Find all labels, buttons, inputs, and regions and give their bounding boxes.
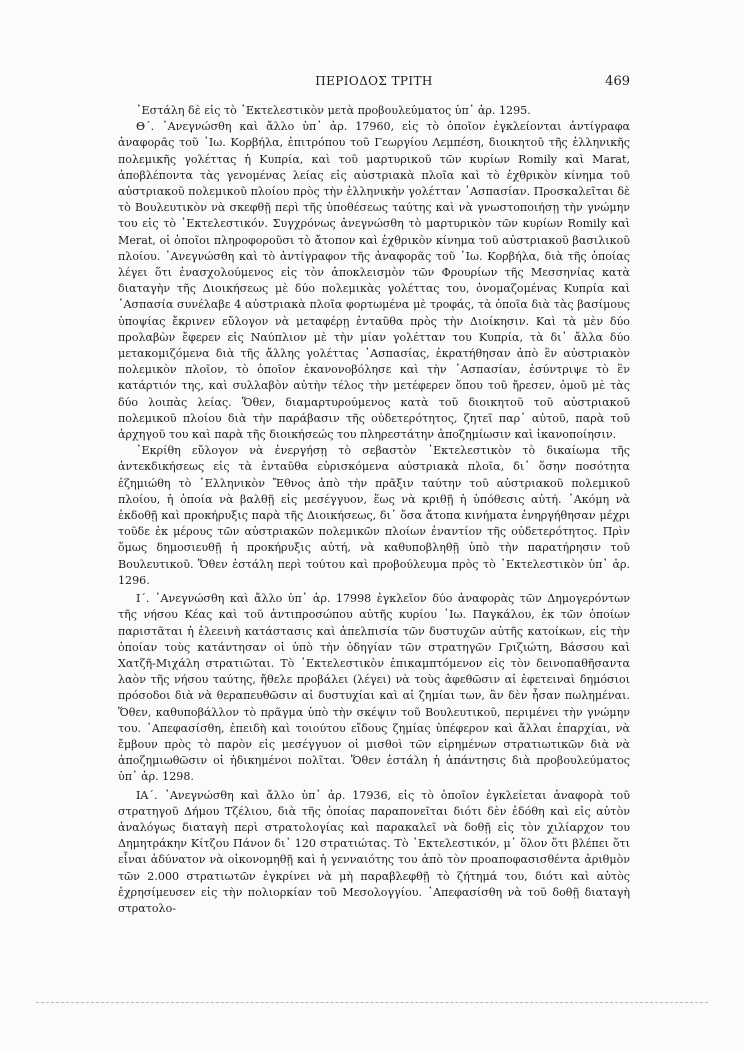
paragraph-item-theta: Θ΄. ᾿Ανεγνώσθη καὶ ἄλλο ὑπ᾿ ἀρ. 17960, εἰς τὸ ὁποῖον ἐγκλείονται ἀντίγραφα ἀναφορᾶς τοῦ ᾿Ιω. Κορβήλα, ἐπιτρόπου τοῦ Γεωργίου Λεμπέση, διοικητοῦ τῆς ἑλληνικῆς πολεμικῆς γολέττας ἡ Κυπρία, καὶ τοῦ μαρτυρικοῦ τῶν κυρίων Romily καὶ Marat, ἀποβλέποντα τὰς γενομένας λείας εἰς αὐστριακὰ πλοῖα καὶ τὸ ἐχθρικὸν κίνημα τοῦ αὐστριακοῦ πολεμικοῦ πλοίου πρὸς τὴν ἑλληνικὴν γολέτταν ᾿Ασπασίαν. Προσκαλεῖται δὲ τὸ Βουλευτικὸν νὰ σκεφθῇ περὶ τῆς ὑποθέσεως ταύτης καὶ νὰ γνωστοποιήσῃ τὴν γνώμην του εἰς τὸ ᾿Εκτελεστικόν. Συγχρόνως ἀνεγνώσθη τὸ μαρτυρικὸν τῶν κυρίων Romily καὶ Merat, οἱ ὁποῖοι πληροφοροῦσι τὸ ἄτοπον καὶ ἐχθρικὸν κίνημα τοῦ αὐστριακοῦ βασιλικοῦ πλοίου. ᾿Ανεγνώσθη καὶ τὸ ἀντίγραφον τῆς ἀναφορᾶς τοῦ ᾿Ιω. Κορβήλα, διὰ τῆς ὁποίας λέγει ὅτι ἐνασχολούμενος εἰς τὸν ἀποκλεισμὸν τῶν Φρουρίων τῆς Μεσσηνίας κατὰ διαταγὴν τῆς Διοικήσεως μὲ δύο πολεμικὰς γολέττας του, ὀνομαζομένας Κυπρία καὶ ᾿Ασπασία συνέλαβε 4 αὐστριακὰ πλοῖα φορτωμένα μὲ τροφάς, τὰ ὁποῖα διὰ τὰς βασίμους ὑποψίας ἔκρινεν εὔλογον νὰ μεταφέρῃ ἐνταῦθα πρὸς τὴν Διοίκησιν. Καὶ τὰ μὲν δύο προλαβὼν ἔφερεν εἰς Ναύπλιον μὲ τὴν μίαν γολέτταν του Κυπρία, τὰ δι᾿ ἄλλα δύο μετακομιζόμενα διὰ τῆς ἄλλης γολέττας ᾿Ασπασίας, ἐκρατήθησαν ἀπὸ ἓν αὐστριακὸν πολεμικὸν πλοῖον, τὸ ὁποῖον ἐκανονοβόλησε καὶ τὴν ᾿Ασπασίαν, ἐσύντριψε τὸ ἓν κατάρτιόν της, καὶ συλλαβὸν αὐτὴν τέλος τὴν μετέφερεν ὅπου τοῦ ἤρεσεν, ὁμοῦ μὲ τὰς δύο λοιπὰς λείας. Ὅθεν, διαμαρτυρούμενος κατὰ τοῦ διοικητοῦ τοῦ αὐστριακοῦ πολεμικοῦ πλοίου διὰ τὴν παράβασιν τῆς οὐδετερότητος, ζητεῖ παρ᾿ αὐτοῦ, παρὰ τοῦ ἀρχηγοῦ του καὶ παρὰ τῆς διοικήσεώς του πληρεστάτην ἀποζημίωσιν καὶ ἱκανοποίησιν. [118,120,630,442]
paragraph-decision: ᾿Εκρίθη εὔλογον νὰ ἐνεργήσῃ τὸ σεβαστὸν ᾿Εκτελεστικὸν τὸ δικαίωμα τῆς ἀντεκδικήσεως εἰς τὰ ἐνταῦθα εὑρισκόμενα αὐστριακὰ πλοῖα, δι᾿ ὅσην ποσότητα ἐζημιώθη τὸ ῾Ελληνικὸν Ἔθνος ἀπὸ τὴν πρᾶξιν ταύτην τοῦ αὐστριακοῦ πολεμικοῦ πλοίου, ἡ ὁποία νὰ βαλθῇ εἰς μεσέγγυον, ἕως νὰ κριθῇ ἡ ὑπόθεσις αὐτή. ᾿Ακόμη νὰ ἐκδοθῇ καὶ προκήρυξις παρὰ τῆς Διοικήσεως, δι᾿ ὅσα ἄτοπα κινήματα ἐνηργήθησαν μέχρι τοῦδε ἐκ μέρους τῶν αὐστριακῶν πολεμικῶν πλοίων ἐναντίον τῆς οὐδετερότητος. Πρὶν ὅμως δημοσιευθῇ ἡ προκήρυξις αὐτή, νὰ καθυποβληθῇ ὑπὸ τὴν παρατήρησιν τοῦ Βουλευτικοῦ. Ὅθεν ἐστάλη περὶ τούτου καὶ προβούλευμα πρὸς τὸ ᾿Εκτελεστικὸν ὑπ᾿ ἀρ. 1296. [118,444,630,587]
running-head [118,74,630,94]
paragraph-item-iota-alpha: ΙΑ΄. ᾿Ανεγνώσθη καὶ ἄλλο ὑπ᾿ ἀρ. 17936, εἰς τὸ ὁποῖον ἐγκλείεται ἀναφορὰ τοῦ στρατηγοῦ Δήμου Τζέλιου, διὰ τῆς ὁποίας παραπονεῖται διότι δὲν ἐδόθη καὶ εἰς αὐτὸν ἀναλόγως διαταγὴ περὶ στρατολογίας καὶ παρακαλεῖ νὰ δοθῇ εἰς τὸν χιλίαρχον του Δημητράκην Κίτζου Πάνον δι᾿ 120 στρατιώτας. Τὸ ᾿Εκτελεστικόν, μ᾿ ὅλον ὅτι βλέπει ὅτι εἶναι ἀδύνατον νὰ οἰκονομηθῇ καὶ ἡ γενναιότης του ἀπὸ τὸν προαποφασισθέντα ἀριθμὸν τῶν 2.000 στρατιωτῶν ἐγκρίνει νὰ μὴ παραβλεφθῇ τὸ ζήτημά του, διότι καὶ αὐτὸς ἐχρησίμευσεν εἰς τὴν πολιορκίαν τοῦ Μεσολογγίου. ᾿Απεφασίσθη νὰ τοῦ δοθῇ διαταγὴ στρατολο- [118,788,630,915]
body-text [118,103,630,917]
running-title: ΠΕΡΙΟΔΟΣ ΤΡΙΤΗ [315,74,433,88]
paragraph-item-iota: Ι΄. ᾿Ανεγνώσθη καὶ ἄλλο ὑπ᾿ ἀρ. 17998 ἐγκλεῖον δύο ἀναφορὰς τῶν Δημογερόντων τῆς νήσου Κέας καὶ τοῦ ἀντιπροσώπου αὐτῆς κυρίου ᾿Ιω. Παγκάλου, ἐκ τῶν ὁποίων παριστᾶται ἡ ἐλεεινὴ κατάστασις καὶ ἀπελπισία τῶν δυστυχῶν αὐτῆς κατοίκων, εἰς τὴν ὁποίαν τοὺς κατάντησαν οἱ ὑπὸ τὴν ὁδηγίαν τῶν στρατηγῶν Γριζιώτη, Βάσσου καὶ Χατζῆ-Μιχάλη στρατιῶται. Τὸ ᾿Εκτελεστικὸν ἐπικαμπτόμενον εἰς τὸν δεινοπαθῆσαντα λαὸν τῆς νήσου ταύτης, ἤθελε προβάλει (λέγει) νὰ τοὺς ἀφεθῶσιν αἱ ἐφετειναὶ δημόσιοι πρόσοδοι διὰ νὰ θεραπευθῶσιν αἱ δυστυχίαι καὶ αἱ ζημίαι των, ἂν δὲν ἦσαν πωλημέναι. Ὅθεν, καθυποβάλλον τὸ πρᾶγμα ὑπὸ τὴν σκέψιν τοῦ Βουλευτικοῦ, περιμένει τὴν γνώμην του. ᾿Απεφασίσθη, ἐπειδὴ καὶ τοιούτου εἴδους ζημίας ὑπέφερον καὶ ἄλλαι ἐπαρχίαι, νὰ ἔμβουν πρὸς τὸ παρὸν εἰς μεσέγγυον οἱ μισθοὶ τῶν εἰρημένων στρατιωτικῶν διὰ νὰ ἀποζημιωθῶσιν οἱ ἠδικημένοι πολῖται. Ὅθεν ἐστάλη ἡ ἀπάντησις διὰ προβουλεύματος ὑπ᾿ ἀρ. 1298. [118,592,630,784]
footer-divider [36,1002,708,1003]
paragraph-closing-sentence: ᾿Εστάλη δὲ εἰς τὸ ᾿Εκτελεστικὸν μετὰ προβουλεύματος ὑπ᾿ ἀρ. 1295. [136,104,531,117]
page-number: 469 [605,74,630,89]
